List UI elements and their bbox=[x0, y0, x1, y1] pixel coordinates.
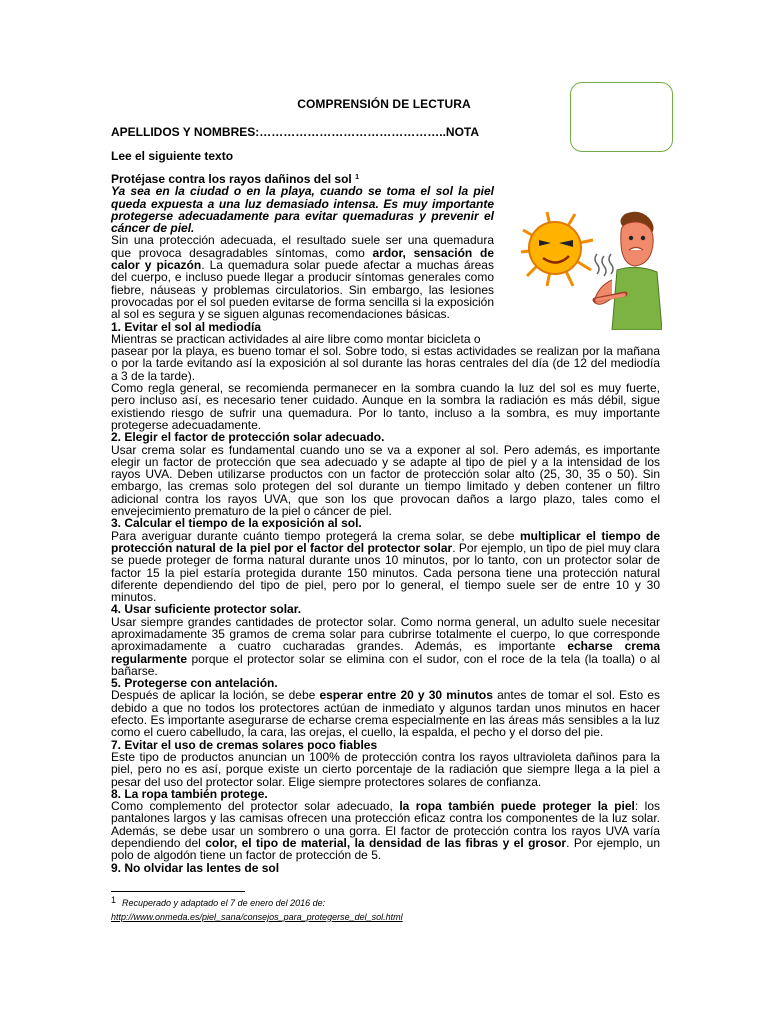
section-heading-7: 7. Evitar el uso de cremas solares poco fiables bbox=[111, 737, 378, 752]
paragraph: Para averiguar durante cuánto tiempo protegerá la crema solar, se debe multiplicar el tiempo de protección natural de la piel por el factor del protector solar. Por ejemplo, un tipo de piel muy clara se puede proteger de forma natural durante unos 10 minutos, por lo tanto, con un protector solar de factor 15 la piel estaría protegida durante 150 minutos. Cada persona tiene una protección natural diferente dependiendo del tipo de piel, pero por lo general, el tiempo suele ser de entre 10 y 30 minutos. bbox=[111, 528, 660, 605]
paragraph: Mientras se practican actividades al aire libre como montar bicicleta o bbox=[111, 331, 481, 346]
paragraph: Como regla general, se recomienda permanecer en la sombra cuando la luz del sol es muy fuerte, pero incluso así, es necesario tener cuidado. Aunque en la sombra la radiación es más débil, sigue existiendo riesgo de sufrir una quemadura. Por lo tanto, incluso a la sombra, es muy importante protegerse adecuadamente. bbox=[111, 381, 660, 432]
paragraph: Después de aplicar la loción, se debe esperar entre 20 y 30 minutos antes de tomar el sol. Esto es debido a que no todos los protectores actúan de inmediato y algunos tardan unos minutos en hacer efecto. Es importante asegurarse de echarse crema especialmente en las áreas más sensibles a la luz como el cuero cabelludo, la cara, las orejas, el cuello, la espalda, el pecho y el dorso del pie. bbox=[111, 688, 660, 740]
page-title: COMPRENSIÓN DE LECTURA bbox=[297, 97, 471, 111]
footnote-separator bbox=[111, 891, 245, 892]
paragraph: Usar crema solar es fundamental cuando uno se va a exponer al sol. Pero además, es importante elegir un factor de protección que sea adecuado y se adapte al tipo de piel y a la intensidad de los rayos UVA. Deben utilizarse productos con un factor de protección solar alto (25, 30, 35 o 50). Sin embargo, las cremas solo protegen del sol durante un tiempo limitado y deben contener un filtro adicional contra los rayos UVA, que son los que provocan daños a largo plazo, tales como el envejecimiento prematuro de la piel o cáncer de piel. bbox=[111, 442, 660, 519]
article bbox=[111, 173, 660, 874]
paragraph: pasear por la playa, es bueno tomar el sol. Sobre todo, si estas actividades se realizan por la mañana o por la tarde evitando así la exposición al sol durante las horas centrales del día (de 12 del mediodía a 3 de la tarde). bbox=[111, 344, 660, 383]
section-heading-4: 4. Usar suficiente protector solar. bbox=[111, 602, 302, 617]
section-heading-3: 3. Calcular el tiempo de la exposición al sol. bbox=[111, 516, 362, 531]
section-heading-5: 5. Protegerse con antelación. bbox=[111, 676, 278, 691]
footnote-source-link[interactable]: http://www.onmeda.es/piel_sana/consejos_para_protegerse_del_sol.html bbox=[111, 912, 403, 922]
footnote-text: Recuperado y adaptado el 7 de enero del 2016 de: bbox=[122, 898, 326, 908]
section-heading-8: 8. La ropa también protege. bbox=[111, 786, 268, 801]
section-heading-9: 9. No olvidar las lentes de sol bbox=[111, 860, 280, 875]
section-heading-2: 2. Elegir el factor de protección solar adecuado. bbox=[111, 430, 385, 445]
article-title: Protéjase contra los rayos dañinos del sol $^1$ bbox=[111, 172, 359, 186]
paragraph: Usar siempre grandes cantidades de protector solar. Como norma general, un adulto suele necesitar aproximadamente 35 gramos de crema solar para cubrirse totalmente el cuerpo, lo que corresponde aproximadamente a cuatro cucharadas grandes. Además, es importante echarse crema regularmente porque el protector solar se elimina con el sudor, con el roce de la tela (la toalla) o al bañarse. bbox=[111, 614, 660, 678]
article-intro: Ya sea en la ciudad o en la playa, cuando se toma el sol la piel queda expuesta a una luz demasiado intensa. Es muy importante protegerse adecuadamente para evitar quemaduras y prevenir el cáncer de piel. bbox=[111, 184, 494, 236]
paragraph: Este tipo de productos anuncian un 100% de protección contra los rayos ultravioleta dañinos para la piel, pero no es así, porque existe un cierto porcentaje de la radiación que siempre llega a la piel a pesar del uso del protector solar. Elige siempre protectores solares de confianza. bbox=[111, 749, 660, 789]
grade-box bbox=[570, 82, 673, 152]
paragraph: Sin una protección adecuada, el resultado suele ser una quemadura que provoca desagradables síntomas, como ardor, sensación de calor y picazón. La quemadura solar puede afectar a muchas áreas del cuerpo, e incluso puede llegar a producir síntomas generales como fiebre, náuseas y problemas circulatorios. Sin embargo, las lesiones provocadas por el sol pueden evitarse de forma sencilla si la exposición al sol es segura y se siguen algunas recomendaciones básicas. bbox=[111, 233, 494, 322]
lead-instruction: Lee el siguiente texto bbox=[111, 149, 234, 163]
names-grade-line: APELLIDOS Y NOMBRES:………………………………………..NOTA bbox=[111, 125, 480, 139]
footnote-ref: 1 bbox=[355, 174, 359, 181]
footnote: 1 Recuperado y adaptado el 7 de enero del 2016 de: bbox=[111, 895, 326, 908]
paragraph: Como complemento del protector solar adecuado, la ropa también puede proteger la piel: los pantalones largos y las camisas ofrecen una protección eficaz contra los componentes de la luz solar. Además, se debe usar un sombrero o una gorra. El factor de protección contra los rayos UVA varía dependiendo del color, el tipo de material, la densidad de las fibras y el grosor. Por ejemplo, un polo de algodón tiene un factor de protección de 5. bbox=[111, 799, 661, 863]
section-heading-1: 1. Evitar el sol al mediodía bbox=[111, 319, 262, 334]
